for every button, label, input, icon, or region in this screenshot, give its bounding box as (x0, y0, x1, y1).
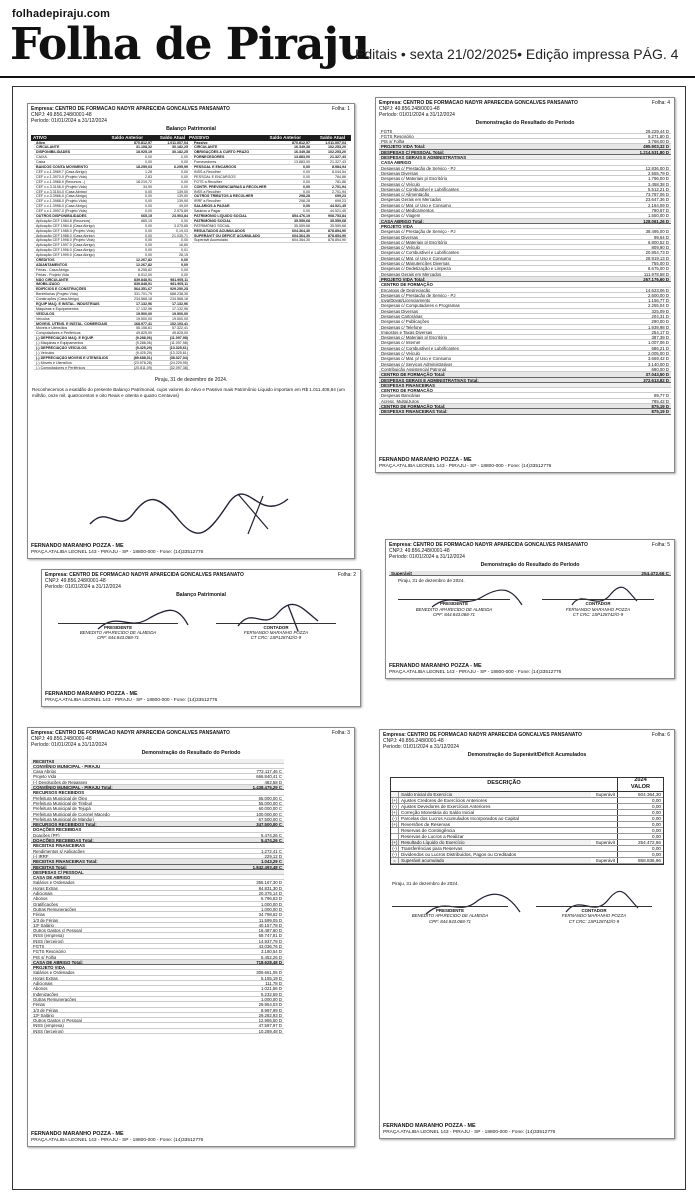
table-row: 1/3 de Férias 8.997,99 D (33, 1007, 282, 1013)
table-row: RECEITAS Total: 1.842.493,48 C (33, 864, 282, 870)
table-row: Horas Extras 84.831,30 D (33, 885, 282, 891)
cnpj: CNPJ: 49.856.248/0001-48 (389, 548, 450, 554)
income-statement-page-3 (27, 727, 355, 1147)
table-row: DESPESAS GERAIS E ADMINISTRATIVAS (379, 155, 671, 160)
table-row: CASA DE ABRIGO (31, 875, 284, 880)
table-row: (+) Ajustes Credores de Exercícios Anteriores 0,00 (391, 797, 661, 803)
periodo: Período: 01/01/2024 a 31/12/2024 (389, 554, 465, 560)
table-row: Aplicação CEF 1984.8 (Casa Abrigo) 0,00 3.075,85 (36, 223, 188, 228)
table-row: EQUIP MAQ. E INSTAL. INDUSTRIAIS 17.132,96 17.132,96 (36, 301, 188, 306)
doc-title: Demonstração do Resultado do Período (480, 562, 580, 568)
table-row: Despesas Diversas 99,64 D (381, 234, 669, 240)
assets-column (34, 141, 190, 371)
newspaper-logo[interactable]: Folha de Piraju (10, 19, 370, 70)
table-row: FGTS a Recolher 0,00 781,86 (194, 179, 346, 184)
table-row: PATRIMÔNIO LÍQUIDO SOCIAL 854.476,19 908.753,84 (194, 213, 346, 218)
table-row: Férias - Casa Abrigo 6.255,82 0,00 (36, 267, 188, 272)
table-row: Despesas c/ Computadores e Programas 2.255,04 D (381, 303, 669, 309)
accountant-signature: CONTADOR FERNANDO MARANHO POZZA CT CRC: 1SP128742/O-9 (216, 623, 336, 641)
table-row: CIRCULANTE 16.349,38 102.253,20 (194, 145, 346, 150)
table-row: Despesas c/ Prestação de Serviço - PJ 38.495,00 D (381, 229, 669, 235)
table-row: 1/3 de Férias 11.599,05 D (33, 917, 282, 923)
table-row: Férias 34.798,62 D (33, 912, 282, 918)
cnpj: CNPJ: 49.856.248/0001-48 (31, 112, 92, 118)
doc-footer: FERNANDO MARANHO POZZA - ME PRAÇA ATALIBA LEONEL 143 - PIRAJU - SP - 18800-000 - Fone: (14)33512776 (383, 1123, 556, 1135)
table-row: CEF c.c.3.3966-0 (Casa Abrigo) 0,00 139,90 (36, 194, 188, 199)
table-row: Outros Gastos c/ Pessoal 12.955,50 D (33, 1018, 282, 1024)
table-row: (-) DEPRECIAÇÃO MAQ. E EQUIP. (9.288,06) (11.097,98) (36, 336, 188, 341)
table-row: Rendimentos s/ Aplicações 1.272,41 C (33, 848, 282, 854)
table-row: Despesas Cartorárias 204,31 D (381, 313, 669, 319)
doc-header (376, 98, 674, 120)
table-row: Projeto Vida 666.840,41 C (33, 774, 282, 780)
folha-number: Folha: 5 (651, 542, 670, 548)
table-row: Outras Remunerações 1.000,00 D (33, 906, 282, 912)
table-row: Prefeitura Municipal de Manduri 67.500,00 C (33, 816, 282, 822)
table-row: Outras Remunerações 1.000,00 D (33, 996, 282, 1002)
table-row: Adicionais 111,78 D (33, 981, 282, 987)
table-row: OUTROS TRIBUTOS A RECOLHER 298,28 699,23 (194, 194, 346, 199)
doc-footer: FERNANDO MARANHO POZZA - ME PRAÇA ATALIBA LEONEL 143 - PIRAJU - SP - 18800-000 - Fone: (14)33512776 (45, 691, 218, 703)
table-row: VEÍCULOS 19.500,00 19.500,00 (36, 311, 188, 316)
table-row: (+) Resultado Líquido do Exercício Superávit 254.472,66 (391, 839, 661, 845)
table-row: INSS (terceiros) 10.289,48 D (33, 1028, 282, 1034)
table-row: DESPESAS C/ PESSOAL Total: 1.214.531,80 D (381, 149, 669, 155)
table-row: Abonos 6.796,63 D (33, 896, 282, 902)
table-row: 13º Salário 29.282,93 D (33, 1012, 282, 1018)
accountant-signature: CONTADOR FERNANDO MARANHO POZZA CT CRC: 1SP128742/O-9 (536, 906, 652, 924)
empresa: Empresa: CENTRO DE FORMACAO NADYR APARECIDA GONCALVES PANSANATO (379, 100, 578, 106)
surplus-statement-page-6 (379, 729, 675, 1139)
table-row: RECEITAS FINANCEIRAS (31, 843, 284, 848)
table-row: Adicionais 20.375,14 D (33, 891, 282, 897)
balance-table-header: ATIVO Saldo Anterior Saldo Atual PASSIVO Saldo Anterior Saldo Atual (31, 135, 351, 141)
table-row: CEF c.c.1.3996-0 (Casa Abrigo) 0,00 49,00 (36, 204, 188, 209)
periodo: Período: 01/01/2024 a 31/12/2024 (45, 584, 121, 590)
table-row: CASA ABRIGO Total: 128.061,26 D (381, 218, 669, 224)
table-row: Computadores e Periféricos 49.825,00 49.825,00 (36, 331, 188, 336)
table-row: Aplicação CEF 1996.0 (Casa Abrigo) 0,00 0,01 (36, 248, 188, 253)
signatures (392, 585, 668, 625)
table-row: Máquinas e Equipamentos 17.132,96 17.132,96 (36, 306, 188, 311)
table-row: Despesas Diversas 325,09 D (381, 308, 669, 314)
legal-notice-frame (12, 86, 686, 1190)
doc-header (28, 728, 354, 750)
table-row: (-) Ajustes Devedores de Exercícios Anteriores 0,00 (392, 803, 661, 809)
table-row: Outros Gastos c/ Pessoal 16.487,60 D (33, 928, 282, 934)
empresa: Empresa: CENTRO DE FORMACAO NADYR APARECIDA GONCALVES PANSANATO (31, 106, 230, 112)
balance-table (31, 135, 351, 371)
folha-number: Folha: 2 (337, 572, 356, 578)
table-row: OUTROS DISPONIBILIDADES 665,15 23.903,84 (36, 213, 188, 218)
table-row: 13º Salário 40.157,78 D (33, 922, 282, 928)
folha-number: Folha: 3 (331, 730, 350, 736)
table-row: (-) DEPRECIAÇÃO VEÍCULOS (9.425,29) (13.325,61) (36, 346, 188, 350)
table-row: FGTS 29.229,44 D (381, 128, 669, 134)
table-row: Salários e Ordenados 355.167,30 D (33, 880, 282, 886)
table-row: Despesas c/ Combustível e Lubrificantes 5.512,21 D (381, 186, 669, 192)
table-row: PIS s/ Folha 3.768,00 D (381, 139, 669, 145)
table-row: Despesas c/ Alimentação 73.787,06 D (381, 192, 669, 198)
table-row: Despesas c/ Combustível e Lubrificantes 20.854,73 D (381, 250, 669, 256)
signatures (386, 890, 668, 936)
table-row: INSS a Recolher 0,00 2.701,94 (194, 189, 346, 194)
superavit-row: Superávit 254.472,66 C (391, 570, 669, 576)
table-row: CEF c.c.3.3154-0 (Casa Abrigo) 0,00 139,00 (36, 189, 188, 194)
balance-sheet-page-2 (41, 569, 361, 707)
doc-date: Piraju, 31 de dezembro de 2024. (398, 577, 465, 583)
accountant-signature: CONTADOR FERNANDO MARANHO POZZA CT CRC: 1SP128742/O-9 (542, 599, 654, 617)
doc-header (28, 104, 354, 126)
table-row: Salários e Ordenados 309.661,05 D (33, 970, 282, 976)
table-row: CRÉDITOS 12.267,82 0,00 (36, 257, 188, 262)
table-row: Despesas Diversas 2.555,79 D (381, 170, 669, 176)
table-row: SALÁRIOS A PAGAR 0,00 44.521,45 (194, 204, 346, 209)
table-row: Gratificações 1.000,00 D (33, 901, 282, 907)
table-row: (+) Correção Monetária do Saldo Inicial 0,00 (391, 809, 661, 815)
doc-header (386, 540, 674, 562)
periodo: Período: 01/01/2024 a 31/12/2024 (31, 118, 107, 124)
table-row: RECURSOS RECEBIDOS (31, 790, 284, 795)
income-rows (379, 129, 671, 415)
masthead (0, 0, 695, 78)
empresa: Empresa: CENTRO DE FORMACAO NADYR APARECIDA GONCALVES PANSANATO (389, 542, 588, 548)
site-url[interactable]: folhadepiraju.com (12, 8, 111, 20)
table-row: CENTRO DE FORMAÇÃO (379, 388, 671, 393)
table-row: Despesas c/ Prestação de Serviço - PJ 2.600,00 D (381, 292, 669, 298)
table-row: Benfeitorias (Projeto Vida) 331.701,79 688.238,35 (36, 292, 188, 297)
table-row: (-) IRRF 229,12 D (33, 853, 282, 859)
table-row: Indenizações 6.232,59 D (33, 991, 282, 997)
doc-title: Demonstração do Resultado do Período (475, 120, 575, 126)
table-row: Despesas c/ Materiais p/ Escritório 1.796,00 D (381, 176, 669, 182)
table-row: Saldo Inicial do Exercício Superávit 604.364,30 (391, 792, 663, 798)
table-row: Casa Abrigo 772.117,46 C (33, 769, 282, 775)
table-row: Ipva/Dpvat/Licenciamento 1.156,77 D (381, 298, 669, 304)
table-row: Aplicação CEF 1997.0 (Casa Abrigo) 0,00 16,60 (36, 243, 188, 248)
table-row: DESPESAS GERAIS E ADMINISTRATIVAS Total: 372.613,82 D (381, 377, 669, 383)
signature-scribble (88, 484, 308, 544)
folha-number: Folha: 4 (651, 100, 670, 106)
table-row: INSS a Recolher 0,00 8.044,54 (194, 169, 346, 174)
table-row: Superávit Acumulado 604.364,30 878.854,90 (194, 238, 346, 243)
folha-number: Folha: 6 (651, 732, 670, 738)
cnpj: CNPJ: 49.856.248/0001-48 (31, 736, 92, 742)
table-row: CENTRO DE FORMAÇÃO Total: 875,19 D (381, 404, 669, 410)
president-signature: PRESIDENTE BENEDITO APARECIDO DE ALMEIDA CPF: 844.843.068-71 (58, 623, 178, 641)
table-row: OBRIGAÇÕES A CURTO PRAZO 16.349,38 102.253,20 (194, 150, 346, 155)
doc-date: Piraju, 31 de dezembro de 2024. (154, 377, 228, 384)
table-row: EDIFÍCIOS E CONSTRUÇÕES 564.351,67 929.250,25 (36, 287, 188, 292)
table-row: DESPESAS FINANCEIRAS Total: 875,19 D (381, 409, 669, 415)
table-row: CASA DE ABRIGO Total: 718.628,48 D (33, 959, 282, 965)
table-row: Impostos e Taxas Diversas 254,17 D (381, 329, 669, 335)
table-row: (-) Móveis e Utensílios (23.978,28) (24.229,95) (36, 360, 188, 365)
table-row: PATRIMÔNIO SOCIAL 35.559,68 35.559,68 (194, 218, 346, 223)
table-row: Despesas c/ Veículo 809,90 D (381, 245, 669, 251)
doc-title: Demonstração do Superávit/Déficit Acumulados (467, 752, 587, 758)
table-row: DESPESAS C/ PESSOAL (31, 870, 284, 875)
table-row: RECEITAS (31, 759, 284, 764)
table-row: Aplicação CEF 1984.8 (Recursos) 665,15 0,00 (36, 218, 188, 223)
table-row: FGTS 43.036,76 D (33, 943, 282, 949)
table-row: CEF c.c.1.3969.7 (Casa Abrigo) 1,28 0,00 (36, 169, 188, 174)
doc-title: Balanço Patrimonial (166, 126, 216, 132)
president-signature: PRESIDENTE BENEDITO APARECIDO DE ALMEIDA CPF: 844.843.068-71 (398, 599, 510, 617)
table-row: CONVÊNIO MUNICIPAL - PIRAJU Total: 1.438.475,29 C (33, 785, 282, 791)
doc-footer: FERNANDO MARANHO POZZA - ME PRAÇA ATALIBA LEONEL 143 - PIRAJU - SP - 18800-000 - Fone: (14)33512776 (389, 663, 562, 675)
doc-footer: FERNANDO MARANHO POZZA - ME PRAÇA ATALIBA LEONEL 143 - PIRAJU - SP - 18800-000 - Fone: (14)33512776 (31, 1131, 204, 1143)
recognition-note: Reconhecemos a exatidão do presente Balanço Patrimonial, cujos valores do Ativo e Passivo mais Patrimônio Líquido importam em R$ 1.011.408,84 (um milhão, onze mil, quatrocentos e oito Reais e oitenta e quatro Centavos) (32, 387, 345, 398)
cnpj: CNPJ: 49.856.248/0001-48 (383, 738, 444, 744)
table-row: Despesas c/ Materiais p/ Escritório 6.800,52 D (381, 239, 669, 245)
table-row: Aplicação CEF 1999.0 (Casa Abrigo) 0,00 28,15 (36, 253, 188, 258)
table-row: DISPONIBILIDADES 18.925,19 30.182,25 (36, 150, 188, 155)
doc-date: Piraju, 31 de dezembro de 2024. (392, 880, 459, 886)
doc-header (42, 570, 360, 592)
table-row: Despesas c/ Veículo 3.458,38 D (381, 181, 669, 187)
table-row: CENTRO DE FORMAÇÃO (379, 282, 671, 287)
table-row: Contribuição Assistencial Patronal 690,00 D (381, 366, 669, 372)
periodo: Período: 01/01/2024 a 31/12/2024 (31, 742, 107, 748)
table-row: Salários a Pagar 0,00 44.521,45 (194, 209, 346, 214)
table-row: INSS (empresa) 47.597,97 D (33, 1023, 282, 1029)
table-row: ADIANTAMENTOS 12.267,82 0,00 (36, 262, 188, 267)
doc-footer: FERNANDO MARANHO POZZA - ME PRAÇA ATALIBA LEONEL 143 - PIRAJU - SP - 18800-000 - Fone: (14)33512776 (31, 543, 204, 555)
table-row: Despesas c/ Viagem 1.550,00 D (381, 213, 669, 219)
table-row: (-) DEPRECIAÇÃO MÓVEIS E UTENSÍLIOS (89.688,01) (38.327,04) (36, 355, 188, 360)
table-row: Despesas c/ Combustível e Lubrificantes 686,21 D (381, 345, 669, 351)
table-row: PESSOAL E ENCARGOS 0,00 8.984,94 (194, 165, 346, 170)
table-row: Despesas c/ Mat. p/ Uso e Consumo 2.164,09 D (381, 202, 669, 208)
table-row: (-) Devoluções de Repasses 482,58 D (33, 779, 282, 785)
table-row: Despesas c/ Publicações 290,00 D (381, 319, 669, 325)
edition-info: Editais • sexta 21/02/2025• Edição impressa PÁG. 4 (355, 46, 679, 62)
table-row: Veículos 19.500,00 19.500,00 (36, 316, 188, 321)
table-row: RESULTADOS ACUMULADOS 604.364,30 878.854,90 (194, 228, 346, 233)
table-row: DOAÇÕES RECEBIDAS (31, 827, 284, 832)
table-row: Fornecedores 13.883,00 21.327,43 (194, 160, 346, 165)
table-row: Aplicação CEF 1988.0 (Casa Abrigo) 0,00 21.035,71 (36, 233, 188, 238)
table-row: = Superávit acumulado Superávit 858.836,96 (391, 858, 663, 864)
table-row: Despesas c/ Medicamentos 790,67 D (381, 208, 669, 214)
table-row: Despesas c/ Prestação de Serviço - PJ 12.836,00 D (381, 165, 669, 171)
table-row: (-) Computadores e Periféricos (20.811,09) (32.097,38) (36, 365, 188, 370)
table-row: RECURSOS RECEBIDOS Total: 347.500,00 C (33, 822, 282, 828)
table-row: CONTR. PREVIDENCIÁRIAS A RECOLHER 0,00 2.701,94 (194, 184, 346, 189)
table-row: MÓVEIS, UTENS. E INSTAL. COMERCIAIS 168.977,41 102.103,41 (36, 321, 188, 326)
table-row: (-) Dividendos ou Lucros Distribuídos, Pagos ou Creditados 0,00 (392, 851, 661, 857)
table-row: Doações (PF) 5.474,26 C (33, 832, 282, 838)
table-row: DESPESAS FINANCEIRAS (379, 383, 671, 388)
table-row: Despesas c/ Manutenções Diversas 755,00 D (381, 261, 669, 267)
president-signature: PRESIDENTE BENEDITO APARECIDO DE ALMEIDA CPF: 844.843.068-71 (392, 906, 508, 924)
doc-title: Demonstração do Resultado do Período (141, 750, 241, 756)
table-row: CEF c.c.1.3988-0 (Projeto Vida) 0,00 139,90 (36, 199, 188, 204)
table-row: Horas Extras 5.155,19 D (33, 975, 282, 981)
table-row: CEF c.c.1.3970-0 (Projeto Vida) 2,83 0,00 (36, 174, 188, 179)
table-row: DOAÇÕES RECEBIDAS Total: 5.474,26 C (33, 838, 282, 844)
table-row: INSS (terceiros) 14.937,79 D (33, 938, 282, 944)
table-row: Prefeitura Municipal de Coronel Macedo 100.000,00 C (33, 811, 282, 817)
table-row: Despesas c/ Mat. p/ Uso e Consumo 28.919,13 D (381, 255, 669, 261)
table-row: Despesas c/ Materiais p/ Escritório 387,39 D (381, 335, 669, 341)
table-row: Despesas c/ Telefone 1.939,98 D (381, 324, 669, 330)
income-rows (31, 759, 284, 1034)
table-row: Despesas c/ Serviços Administrativos 3.140,00 D (381, 361, 669, 367)
table-row: Aplicação CEF 1998.0 (Projeto Vida) 0,00 0,00 (36, 238, 188, 243)
table-row: NÃO CIRCULANTE 839.848,91 981.905,11 (36, 277, 188, 282)
table-row: (-) Transferências para Reservas 0,00 (392, 845, 661, 851)
cnpj: CNPJ: 49.856.248/0001-48 (45, 578, 106, 584)
table-row: Encargos de Depreciação 14.623,06 D (381, 287, 669, 293)
table-row: BANCOS CONTA MOVIMENTO 18.259,03 6.295,99 (36, 165, 188, 170)
table-row: Caixa 0,00 0,00 (36, 160, 188, 165)
table-row: Prefeitura Municipal de Óleo 65.000,00 C (33, 795, 282, 801)
table-row: FORNECEDORES 13.883,00 21.327,43 (194, 155, 346, 160)
empresa: Empresa: CENTRO DE FORMACAO NADYR APARECIDA GONCALVES PANSANATO (45, 572, 244, 578)
table-row: IRRF a Recolher 298,28 699,23 (194, 199, 346, 204)
table-row: Aplicação CEF 1985.0 (Projeto Vida) 0,00 0,19,03 (36, 228, 188, 233)
table-row: PIS s/ Folha 5.452,26 D (33, 954, 282, 960)
table-row: Férias 29.954,03 D (33, 1002, 282, 1008)
doc-title: Balanço Patrimonial (176, 592, 226, 598)
table-row: CIRCULANTE 31.108,32 30.182,25 (36, 145, 188, 150)
doc-header (380, 730, 674, 752)
table-row: PATRIMÔNIO SOCIAL 35.559,68 35.559,68 (194, 223, 346, 228)
signatures (48, 601, 354, 649)
table-row: Despesas Gerais em Mercados 23.647,36 D (381, 197, 669, 203)
table-row: CASA ABRIGO (379, 160, 671, 165)
periodo: Período: 01/01/2024 a 31/12/2024 (379, 112, 455, 118)
table-row: Móveis e Utensílios 55.156,61 57.322,41 (36, 326, 188, 331)
table-row: PESSOAL E ENCARGOS 0,00 784,86 (194, 174, 346, 179)
table-row: Despesas Gerais em Mercados 111.978,58 D (381, 271, 669, 277)
table-row: (-) Veículos (9.425,29) (13.325,61) (36, 350, 188, 355)
table-row: CEF c.c.3.3156-0 (Projeto Vida) 34,90 0,00 (36, 184, 188, 189)
table-row: CAIXA 0,00 0,00 (36, 155, 188, 160)
empresa: Empresa: CENTRO DE FORMACAO NADYR APARECIDA GONCALVES PANSANATO (31, 730, 230, 736)
table-row: CENTRO DE FORMAÇÃO Total: 37.043,50 D (381, 372, 669, 378)
table-row: Prefeitura Municipal de Tejupá 60.000,00 C (33, 806, 282, 812)
table-row: Despesas Bancárias 89,77 D (381, 393, 669, 399)
table-row: PROJETO VIDA Total: 267.176,60 D (381, 276, 669, 282)
income-statement-page-5 (385, 539, 675, 679)
income-statement-page-4 (375, 97, 675, 473)
table-row: PROJETO VIDA Total: 495.903,32 D (381, 144, 669, 150)
table-row: Férias - Projeto Vida 6.012,00 0,00 (36, 272, 188, 277)
table-row: Despesas c/ Mat. p/ Uso e Consumo 3.669,42 D (381, 356, 669, 362)
table-row: SUPERÁVIT OU DÉFICIT ACUMULADO 604.364,30 878.854,90 (194, 233, 346, 238)
table-row: Despesas c/ Veículo 2.005,00 D (381, 351, 669, 357)
doc-footer: FERNANDO MARANHO POZZA - ME PRAÇA ATALIBA LEONEL 143 - PIRAJU - SP - 18800-000 - Fone: (14)33512776 (379, 457, 552, 469)
table-row: Passivo 870.812,97 1.011.007,04 (194, 140, 346, 145)
table-row: Ativo 870.812,97 1.011.007,04 (36, 140, 188, 145)
table-row: Acresc. Multa/Juros 785,42 D (381, 398, 669, 404)
cnpj: CNPJ: 49.856.248/0001-48 (379, 106, 440, 112)
table-row: RECEITAS FINANCEIRAS Total: 1.043,29 C (33, 859, 282, 865)
table-row: FGTS Rescisório 9.271,80 D (381, 133, 669, 139)
table-row: Despesas c/ Dedetização e Limpeza 8.675,00 D (381, 266, 669, 272)
balance-sheet-page-1 (27, 103, 355, 559)
surplus-table-header: DESCRIÇÃO 2024 VALOR (391, 778, 663, 792)
surplus-table (390, 777, 664, 865)
table-row: INSS (empresa) 69.747,81 D (33, 933, 282, 939)
table-row: FGTS Rescisório 3.180,54 D (33, 949, 282, 955)
folha-number: Folha: 1 (331, 106, 350, 112)
liabilities-column (192, 141, 348, 371)
table-row: IMOBILIZADO 839.848,91 981.905,11 (36, 282, 188, 287)
table-row: Construções (Casa Abrigo) 234.568,18 234.568,18 (36, 297, 188, 302)
table-row: CONVÊNIO MUNICIPAL - PIRAJU (31, 764, 284, 769)
table-row: CEF c.c.1.3968.9 (Recursos...) 18.219,72 0,00 (36, 179, 188, 184)
table-row: Abonos 1.021,56 D (33, 986, 282, 992)
table-row: Prefeitura Municipal de Timburi 55.000,00 C (33, 800, 282, 806)
table-row: (-) Parcelas dos Lucros Acumulados Incorporados ao Capital 0,00 (392, 815, 661, 821)
table-row: Despesas c/ Internet 1.007,06 D (381, 340, 669, 346)
table-row: CEF c.c.1.3997-0 (Projeto Vida) 0,00 2.975,89 (36, 209, 188, 214)
table-row: PROJETO VIDA (379, 224, 671, 229)
table-row: PROJETO VIDA (31, 965, 284, 970)
empresa: Empresa: CENTRO DE FORMACAO NADYR APARECIDA GONCALVES PANSANATO (383, 732, 582, 738)
periodo: Período: 01/01/2024 a 31/12/2024 (383, 744, 459, 750)
table-row: (+) Reversões de Reservas 0,00 (391, 821, 661, 827)
table-row: (-) Máquinas e Equipamentos (9.288,06) (11.097,98) (36, 341, 188, 346)
table-row: Reservas de Lucros a Realizar 0,00 (391, 834, 663, 840)
table-row: Reservas de Contingência 0,00 (391, 828, 663, 834)
